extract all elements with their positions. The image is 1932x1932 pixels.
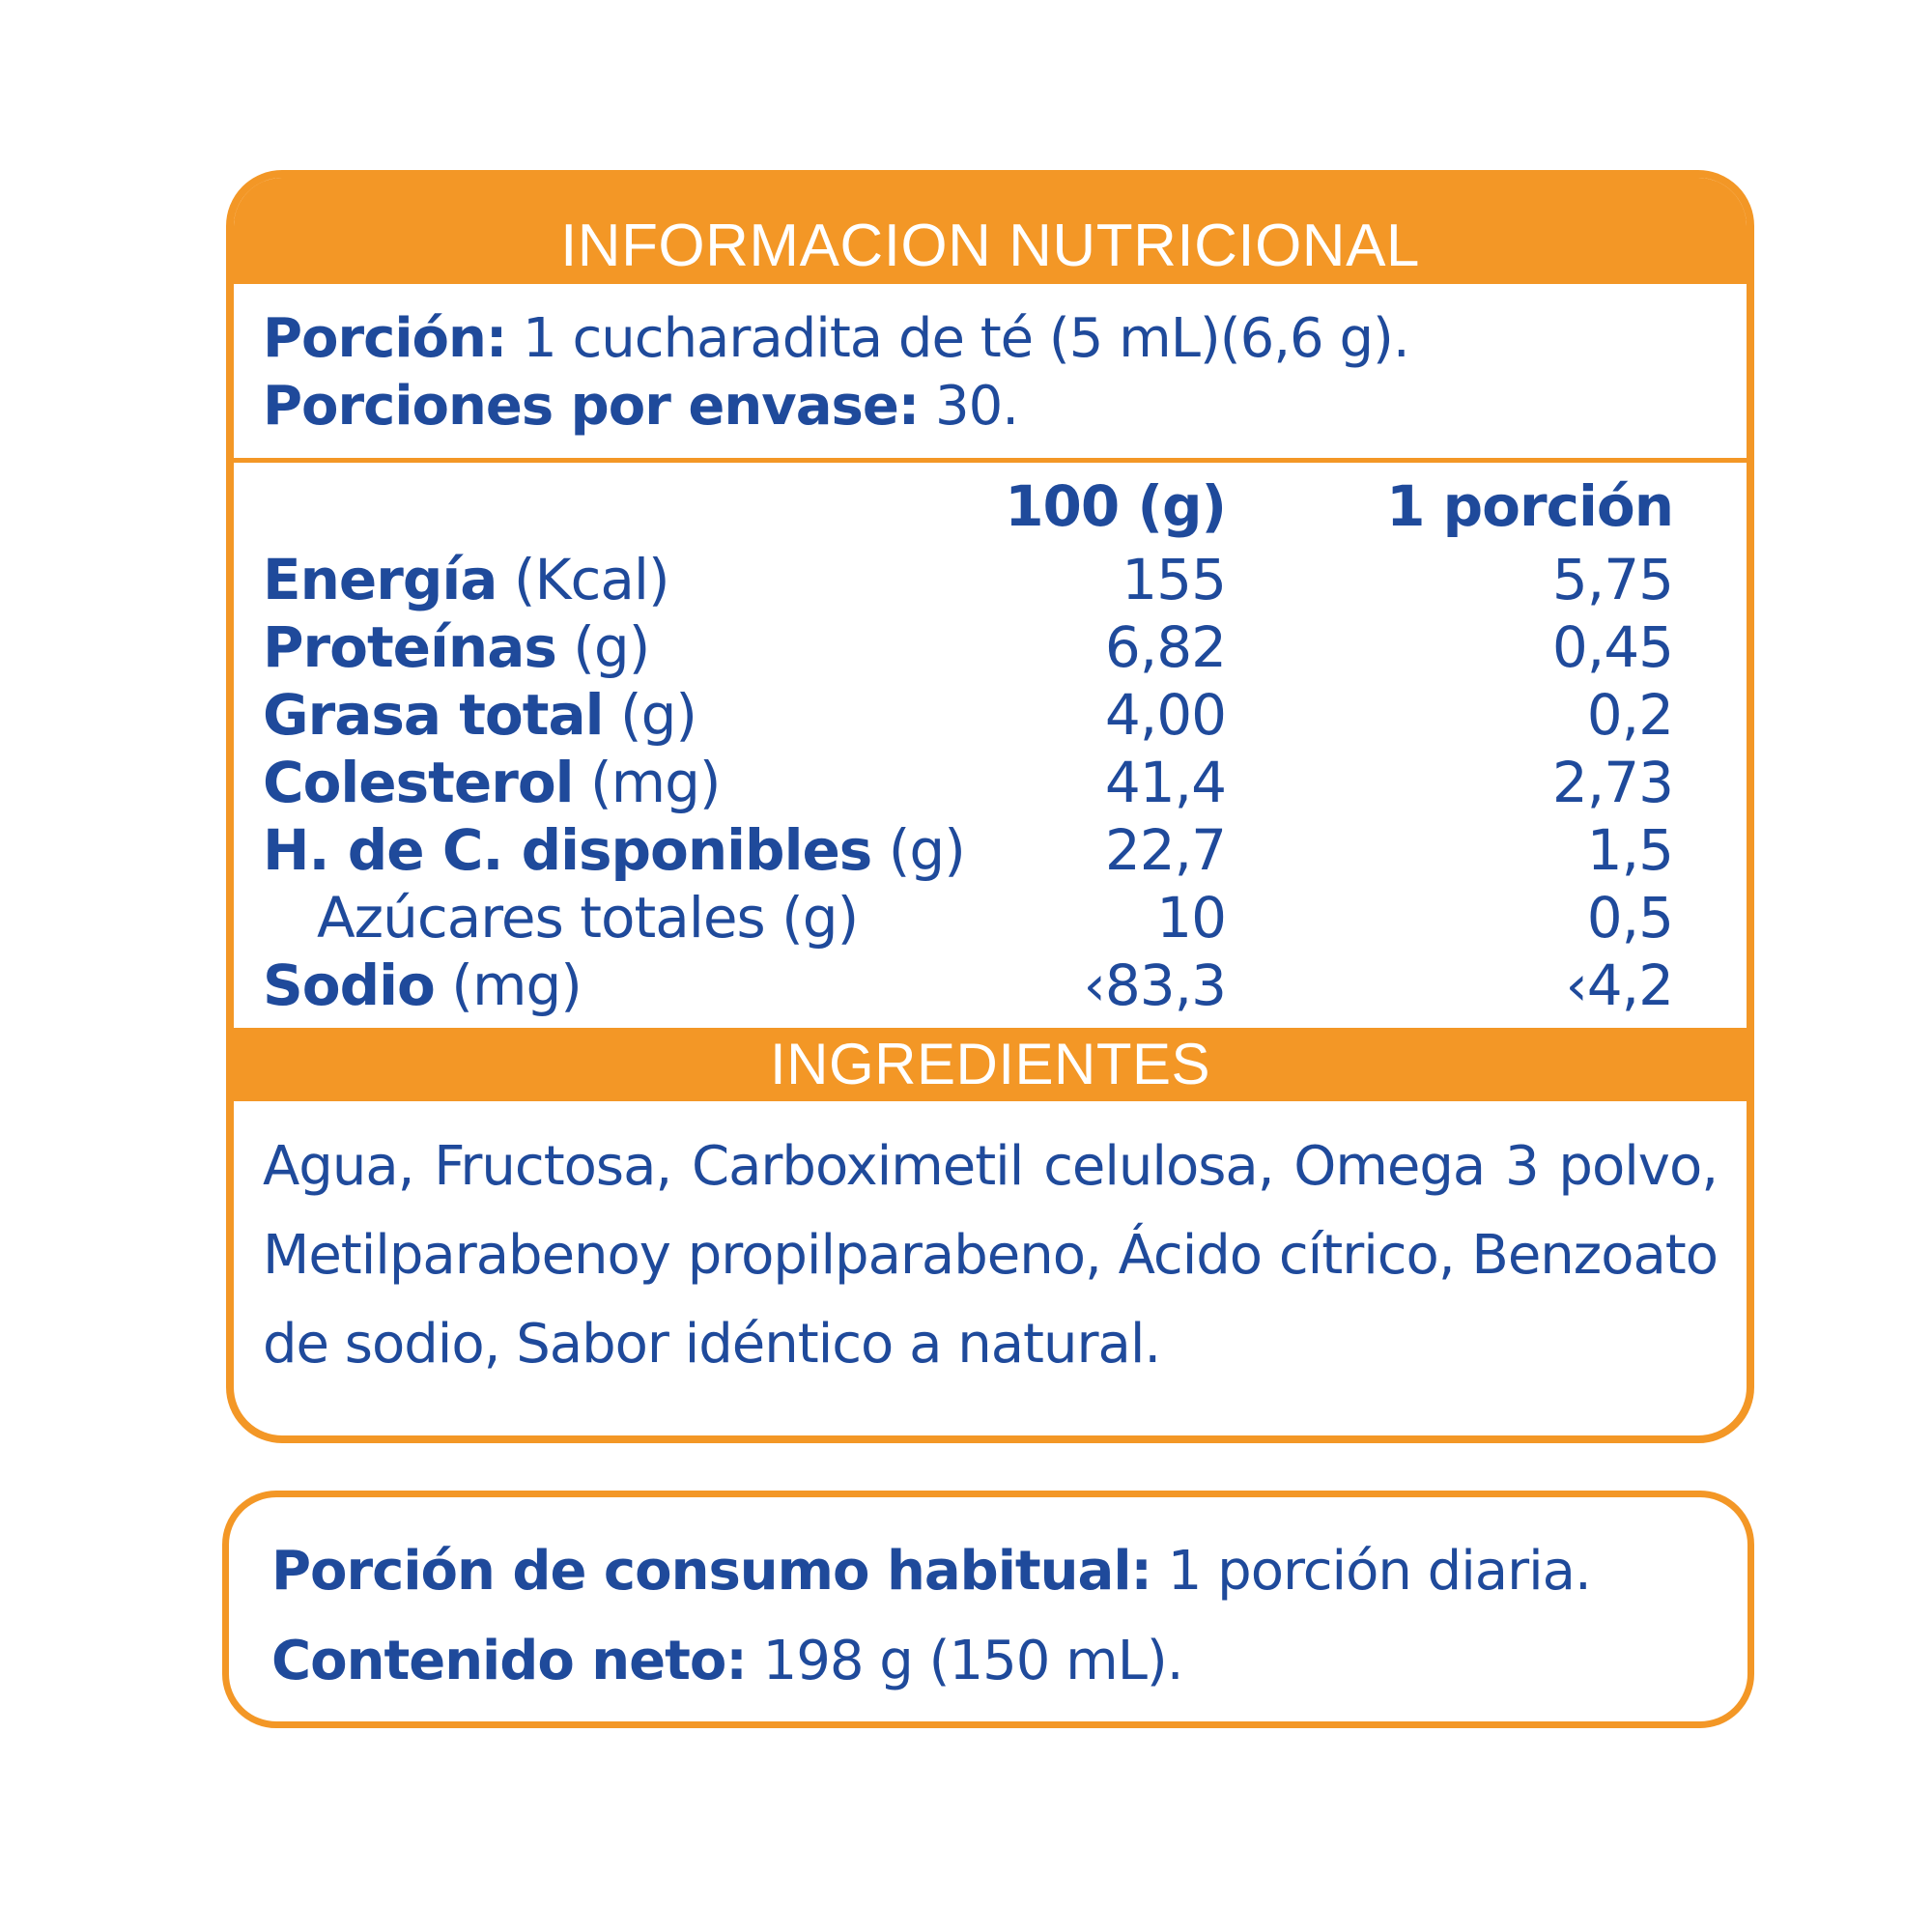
table-row (263, 816, 1673, 884)
value-per-serving: 0,45 (1551, 614, 1673, 680)
nutrient-label: Sodio (263, 952, 435, 1018)
table-row (263, 546, 1673, 613)
net-content-value: 198 g (150 mL). (746, 1630, 1183, 1692)
value-per-100g: 6,82 (1104, 614, 1226, 680)
serving-info (263, 305, 1409, 440)
servings-per-container (263, 373, 1409, 440)
value-per-serving: 0,5 (1586, 885, 1673, 951)
serving-size-value: 1 cucharadita de té (5 mL)(6,6 g). (506, 307, 1409, 370)
net-content (271, 1628, 1183, 1695)
nutrient-label: Proteínas (263, 614, 556, 680)
value-per-100g: 4,00 (1104, 682, 1226, 748)
habitual-serving-value: 1 porción diaria. (1151, 1540, 1591, 1603)
nutrient-name (263, 749, 721, 816)
net-content-label: Contenido neto: (271, 1630, 747, 1692)
nutrient-unit: (Kcal) (497, 547, 669, 612)
table-row (263, 613, 1673, 681)
nutrient-unit: (g) (555, 614, 650, 680)
nutrient-label: Colesterol (263, 750, 574, 815)
servings-value: 30. (919, 375, 1019, 438)
habitual-serving (271, 1538, 1591, 1605)
nutrient-unit: Azúcares totales (g) (317, 885, 859, 951)
nutrient-unit: (mg) (434, 952, 582, 1018)
value-per-serving: 2,73 (1551, 750, 1673, 815)
nutrient-name (263, 952, 582, 1019)
habitual-serving-label: Porción de consumo habitual: (271, 1540, 1151, 1603)
nutrition-title: INFORMACION NUTRICIONAL (234, 178, 1747, 284)
nutrient-unit: (g) (871, 817, 965, 883)
value-per-100g: 22,7 (1104, 817, 1226, 883)
serving-size-label: Porción: (263, 307, 507, 370)
nutrient-label: H. de C. disponibles (263, 817, 872, 883)
value-per-serving: ‹4,2 (1565, 952, 1673, 1018)
section-divider (234, 458, 1747, 463)
value-per-100g: ‹83,3 (1083, 952, 1226, 1018)
value-per-100g: 10 (1156, 885, 1226, 951)
table-header (263, 472, 1673, 546)
nutrient-label: Grasa total (263, 682, 604, 748)
ingredients-text: Agua, Fructosa, Carboximetil celulosa, Omega 3 polvo, Metilparabenoy propilparabeno, Ácido cítrico, Benzoato de sodio, Sabor idéntico a natural. (263, 1135, 1718, 1376)
servings-label: Porciones por envase: (263, 375, 920, 438)
value-per-serving: 5,75 (1551, 547, 1673, 612)
table-row (263, 749, 1673, 816)
ingredients-title: INGREDIENTES (234, 1028, 1747, 1101)
table-row (263, 884, 1673, 952)
nutrient-label: Energía (263, 547, 497, 612)
nutrient-name (263, 681, 696, 749)
value-per-serving: 1,5 (1586, 817, 1673, 883)
table-body (263, 546, 1673, 1019)
nutrient-name (317, 884, 858, 952)
footer-panel (222, 1491, 1754, 1728)
nutrient-name (263, 613, 649, 681)
value-per-100g: 41,4 (1104, 750, 1226, 815)
nutrient-name (263, 816, 965, 884)
nutrient-name (263, 546, 669, 613)
value-per-serving: 0,2 (1586, 682, 1673, 748)
value-per-100g: 155 (1122, 547, 1226, 612)
table-row (263, 681, 1673, 749)
nutrition-panel (226, 170, 1754, 1443)
table-row (263, 952, 1673, 1019)
nutrient-unit: (g) (603, 682, 697, 748)
column-header-per-serving: 1 porción (1386, 473, 1673, 539)
column-header-per-100g: 100 (g) (1005, 473, 1226, 539)
serving-size (263, 305, 1409, 373)
nutrition-table (263, 472, 1673, 1019)
nutrient-unit: (mg) (573, 750, 721, 815)
